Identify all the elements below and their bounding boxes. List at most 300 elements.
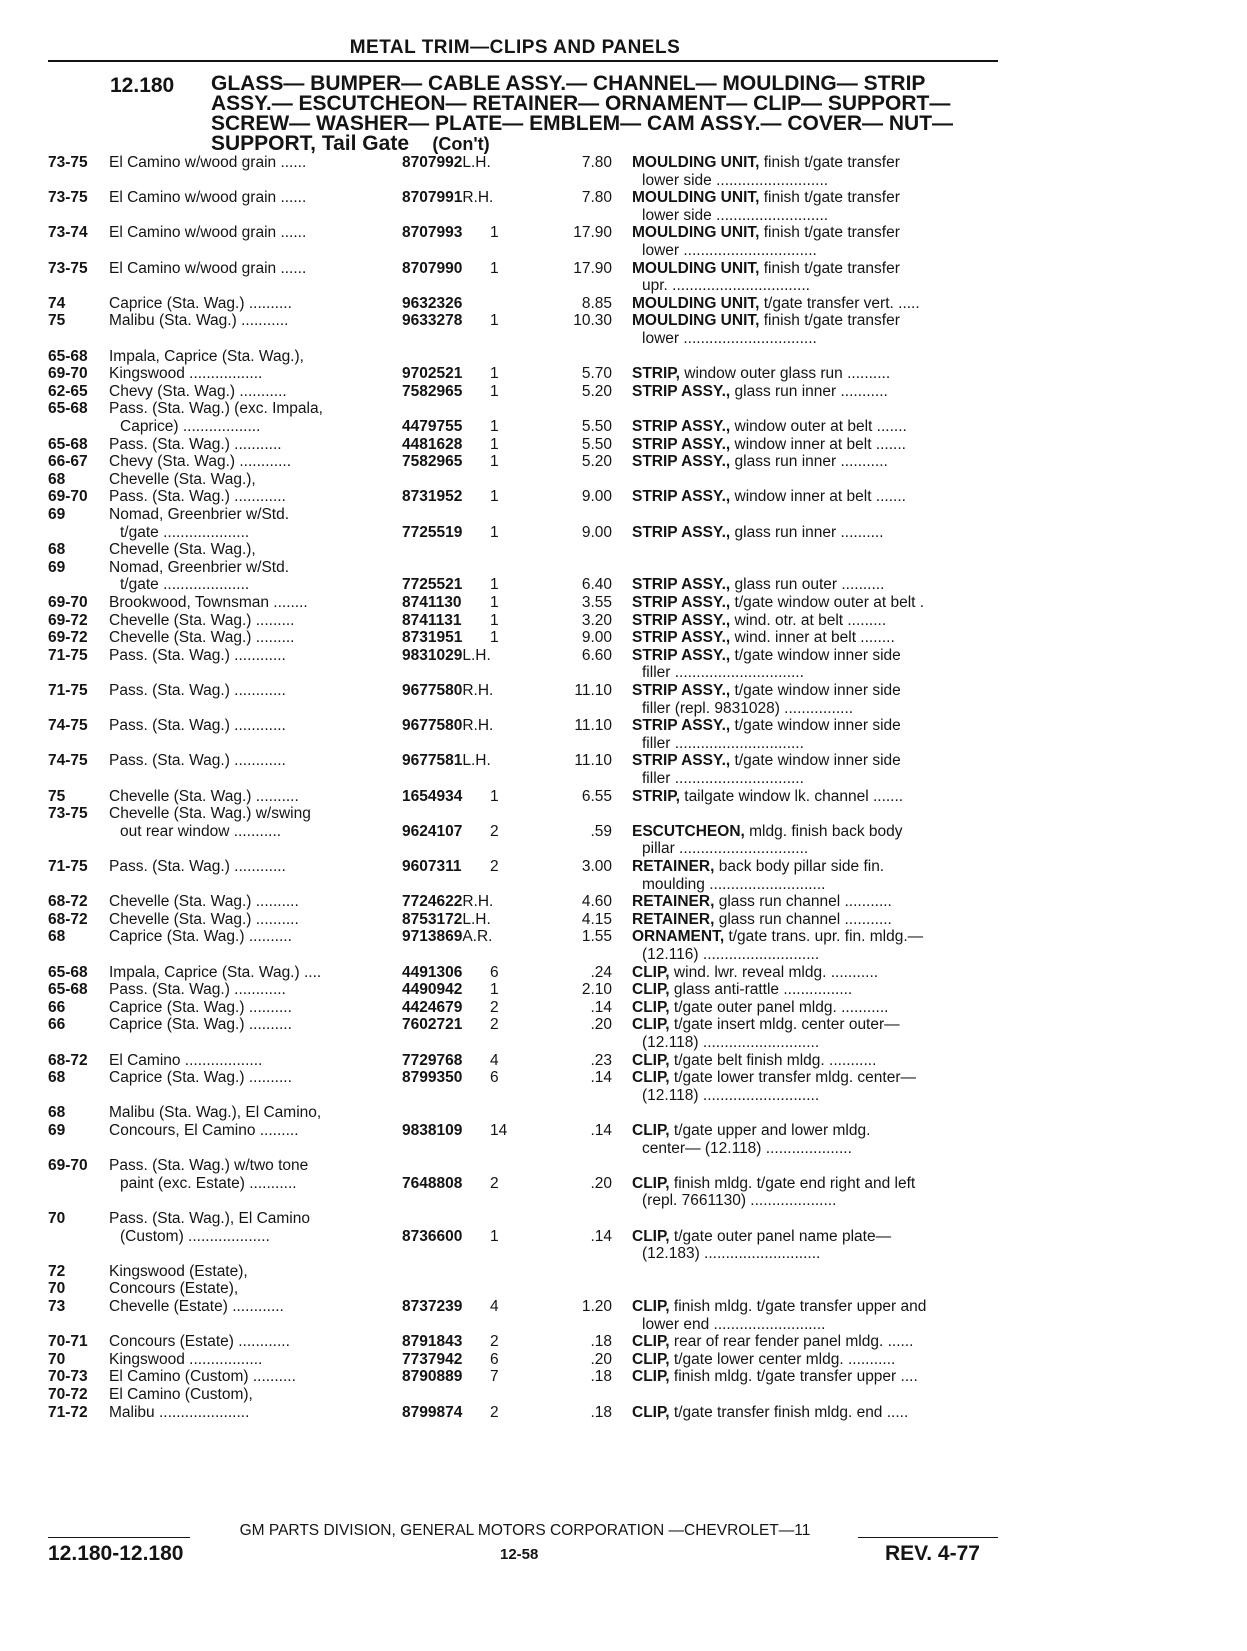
item-name: MOULDING UNIT, [632,259,760,277]
part-side: L.H. [462,752,491,770]
part-number [402,295,462,314]
quantity: 1 [490,453,499,471]
item-name: STRIP ASSY., [632,682,731,699]
item-detail: finish mldg. t/gate transfer upper .... [669,1368,918,1386]
item-description [642,207,1002,226]
part-number-value: 1654934 [402,787,463,805]
part-number-value: 8736600 [402,1227,463,1245]
part-number-value: 9632326 [402,294,463,312]
price: .18 [590,1403,612,1421]
vehicle-description: Pass. (Sta. Wag.) ............ [109,682,286,699]
section-heading-cont: (Con't) [432,134,490,154]
model-years: 68 [48,1104,66,1122]
model-years: 73-74 [48,224,88,242]
price: 11.10 [574,752,612,770]
quantity: 2 [490,1333,499,1351]
item-description [632,295,1002,314]
vehicle-description: Pass. (Sta. Wag.) w/two tone [109,1157,309,1175]
item-description [632,1228,1002,1247]
model-years: 65-68 [48,981,88,999]
item-detail: finish t/gate transfer [759,154,900,171]
item-description [642,277,1002,296]
part-number [402,911,491,930]
part-number [402,453,462,472]
model-years: 68 [48,1069,66,1087]
part-number-value: 8741131 [402,611,462,629]
part-number-value: 8799874 [402,1403,463,1421]
model-years: 68 [48,541,66,559]
vehicle-description: Caprice (Sta. Wag.) .......... [109,294,292,312]
price: 6.40 [581,576,612,594]
model-years: 65-68 [48,435,88,453]
item-name: CLIP, [632,1333,670,1351]
part-number [402,893,493,912]
item-name: STRIP ASSY., [632,646,731,664]
vehicle-description: Impala, Caprice (Sta. Wag.) .... [109,963,322,981]
item-name: CLIP, [632,1403,670,1421]
part-number [402,928,493,947]
item-detail: glass anti-rattle ................ [669,981,853,999]
item-detail: glass run channel ........... [714,910,892,928]
part-number [402,1351,462,1370]
model-years: 66 [48,998,66,1016]
part-number [402,1404,462,1423]
model-years: 69 [48,558,66,576]
part-number [402,682,493,701]
quantity: 1 [490,576,499,594]
vehicle-description: out rear window ........... [120,822,282,840]
section-number: 12.180 [110,74,175,97]
item-name: STRIP ASSY., [632,453,731,471]
section-heading-line: SUPPORT, Tail Gate (Con't) [211,132,490,155]
item-detail: t/gate window outer at belt . [730,594,925,611]
model-years: 75 [48,787,66,805]
part-number-value: 8731951 [402,629,463,647]
part-number-value: 8791843 [402,1333,463,1351]
part-number [402,418,462,437]
part-number [402,576,462,595]
vehicle-description: El Camino (Custom), [109,1386,253,1403]
item-description [632,928,1002,947]
item-detail: glass run inner .......... [730,523,884,541]
vehicle-description: El Camino w/wood grain ...... [109,189,307,207]
item-description [642,700,1002,719]
price: 5.20 [581,453,612,471]
model-years: 69-70 [48,1157,88,1175]
price: 3.55 [581,594,612,611]
model-years: 73-75 [48,189,88,207]
item-name: CLIP, [632,1051,670,1069]
part-number-value: 9607311 [402,858,462,875]
price: 10.30 [573,312,612,330]
part-number [402,1122,462,1141]
item-description [632,154,1002,173]
part-number-value: 9677580 [402,682,463,699]
item-detail: glass run channel ........... [714,893,892,911]
item-description [632,453,1002,472]
quantity: 2 [490,1403,499,1421]
price: 2.10 [581,981,612,999]
model-years: 71-72 [48,1403,88,1421]
price: 9.00 [581,629,612,647]
item-detail: t/gate window inner side [730,682,901,699]
item-description [632,1368,1002,1387]
item-detail: upr. ................................ [642,277,810,295]
quantity: 1 [490,435,499,453]
item-description [632,964,1002,983]
part-number [402,612,462,631]
part-number-value: 8707992 [402,154,463,171]
quantity: 2 [490,1174,499,1192]
item-description [642,330,1002,349]
item-description [642,1087,1002,1106]
vehicle-description: Concours (Estate) ............ [109,1333,290,1351]
part-side: L.H. [462,154,491,171]
part-number [402,788,462,807]
section-heading-line: ASSY.— ESCUTCHEON— RETAINER— ORNAMENT— CLIP— SUPPORT— [211,92,951,115]
item-description [632,858,1002,877]
item-name: CLIP, [632,963,670,981]
model-years: 68 [48,470,66,488]
model-years: 68-72 [48,1051,88,1069]
item-name: STRIP, [632,365,680,383]
item-description [632,383,1002,402]
part-number-value: 4479755 [402,418,463,435]
item-description [632,629,1002,648]
vehicle-description: Kingswood (Estate), [109,1262,248,1280]
item-description [632,1298,1002,1317]
vehicle-description: Caprice (Sta. Wag.) .......... [109,928,292,946]
footer-page-number: 12-58 [500,1546,539,1563]
item-detail: finish mldg. t/gate end right and left [669,1174,916,1192]
model-years: 75 [48,312,66,330]
vehicle-description: Chevelle (Sta. Wag.), [109,541,256,559]
item-description [632,981,1002,1000]
price: 1.20 [581,1298,612,1315]
quantity: 1 [490,488,499,506]
part-number-value: 7725521 [402,576,463,594]
item-detail: finish t/gate transfer [759,259,900,277]
item-detail: t/gate transfer finish mldg. end ..... [669,1403,909,1421]
vehicle-description: El Camino w/wood grain ...... [109,224,307,242]
vehicle-description: Nomad, Greenbrier w/Std. [109,558,290,576]
vehicle-description: Chevelle (Sta. Wag.) .......... [109,787,299,805]
item-detail: glass run inner ........... [730,382,888,400]
vehicle-description: paint (exc. Estate) ........... [120,1174,297,1192]
item-detail: glass run outer .......... [730,576,885,594]
price: 17.90 [573,259,612,277]
model-years: 70-71 [48,1333,88,1351]
part-number-value: 8731952 [402,488,463,506]
item-description [632,1069,1002,1088]
item-description [632,1404,1002,1423]
item-name: ESCUTCHEON, [632,822,745,840]
model-years: 69-70 [48,365,88,383]
item-description [642,242,1002,261]
quantity: 1 [490,259,499,277]
item-detail: t/gate window inner side [730,717,901,735]
model-years: 68 [48,928,66,946]
item-detail: (12.183) ........................... [642,1245,821,1263]
item-description [632,717,1002,736]
model-years: 71-75 [48,646,88,664]
item-detail: finish t/gate transfer [759,189,900,207]
model-years: 66 [48,1016,66,1034]
item-description [632,524,1002,543]
quantity: 1 [490,787,499,805]
part-number [402,1298,462,1317]
part-side: L.H. [462,910,491,928]
part-number [402,647,491,666]
price: 8.85 [581,294,612,312]
vehicle-description: Chevy (Sta. Wag.) ............ [109,453,292,471]
item-description [642,172,1002,191]
quantity: 2 [490,998,499,1016]
item-description [632,1333,1002,1352]
part-number [402,629,462,648]
model-years: 70 [48,1210,66,1227]
price: 6.60 [581,646,612,664]
part-number [402,224,462,243]
vehicle-description: Concours, El Camino ......... [109,1122,299,1139]
item-detail: finish mldg. t/gate transfer upper and [669,1298,927,1315]
price: 9.00 [581,488,612,506]
price: 1.55 [581,928,612,946]
vehicle-description: (Custom) ................... [120,1227,270,1245]
quantity: 1 [490,611,499,629]
quantity: 14 [490,1122,508,1139]
part-number [402,858,462,877]
item-description [632,647,1002,666]
item-description [632,682,1002,701]
part-number-value: 7582965 [402,382,463,400]
item-detail: (repl. 7661130) .................... [642,1192,837,1210]
item-name: CLIP, [632,1227,670,1245]
item-description [642,1192,1002,1211]
part-number-value: 4491306 [402,963,463,981]
model-years: 70-72 [48,1386,88,1403]
item-name: STRIP ASSY., [632,611,731,629]
price: .20 [590,1016,612,1034]
part-side: R.H. [462,682,494,699]
item-name: CLIP, [632,998,670,1016]
vehicle-description: Chevelle (Sta. Wag.) .......... [109,910,299,928]
item-name: STRIP ASSY., [632,488,731,506]
item-description [632,576,1002,595]
footer-rule-right [858,1537,998,1538]
item-detail: t/gate insert mldg. center outer— [669,1016,900,1034]
vehicle-description: Pass. (Sta. Wag.) ............ [109,646,286,664]
item-detail: wind. otr. at belt ......... [730,611,887,629]
quantity: 2 [490,858,499,875]
price: 3.00 [581,858,612,875]
part-number [402,999,462,1018]
item-description [632,1122,1002,1141]
vehicle-description: Chevy (Sta. Wag.) ........... [109,382,287,400]
model-years: 73-75 [48,259,88,277]
part-number [402,594,462,613]
part-number [402,1228,462,1247]
vehicle-description: Caprice (Sta. Wag.) .......... [109,998,292,1016]
model-years: 62-65 [48,382,88,400]
item-detail: filler (repl. 9831028) ................ [642,699,854,717]
price: 17.90 [573,224,612,242]
part-number [402,436,462,455]
item-description [642,1140,1002,1159]
part-number [402,189,493,208]
item-detail: t/gate trans. upr. fin. mldg.— [724,928,924,946]
part-number-value: 9831029 [402,646,463,664]
model-years: 69-72 [48,629,88,647]
price: .59 [590,822,612,840]
part-number [402,365,462,384]
part-number-value: 7729768 [402,1051,463,1069]
item-detail: lower side .......................... [642,171,829,189]
model-years: 74-75 [48,717,88,735]
vehicle-description: t/gate .................... [120,523,250,541]
part-number-value: 7648808 [402,1174,463,1192]
item-detail: (12.118) ........................... [642,1086,820,1104]
model-years: 69-72 [48,611,88,629]
price: 5.70 [581,365,612,383]
vehicle-description: Chevelle (Sta. Wag.) ......... [109,611,295,629]
part-number [402,752,491,771]
item-detail: rear of rear fender panel mldg. ...... [669,1333,914,1351]
part-number [402,717,493,736]
vehicle-description: El Camino w/wood grain ...... [109,259,307,277]
model-years: 72 [48,1262,66,1280]
vehicle-description: Chevelle (Sta. Wag.) w/swing [109,805,311,823]
item-description [642,1316,1002,1335]
part-number-value: 8707991 [402,189,463,207]
model-years: 71-75 [48,858,88,875]
quantity: 1 [490,224,499,242]
item-description [632,418,1002,437]
item-description [642,1034,1002,1053]
part-number-value: 4490942 [402,981,463,999]
vehicle-description: Malibu (Sta. Wag.) ........... [109,312,289,330]
price: .20 [590,1350,612,1368]
item-description [642,735,1002,754]
vehicle-description: Pass. (Sta. Wag.) (exc. Impala, [109,400,323,418]
vehicle-description: Pass. (Sta. Wag.) ............ [109,981,286,999]
part-number-value: 7737942 [402,1350,463,1368]
part-number [402,154,491,173]
item-detail: window inner at belt ....... [730,488,906,506]
model-years: 74 [48,294,66,312]
model-years: 68-72 [48,893,88,911]
part-side: R.H. [462,189,494,207]
vehicle-description: El Camino w/wood grain ...... [109,154,307,171]
price: 4.60 [581,893,612,911]
part-number-value: 8799350 [402,1069,463,1087]
item-detail: window inner at belt ....... [730,435,906,453]
quantity: 1 [490,629,499,647]
item-name: CLIP, [632,1368,670,1386]
vehicle-description: El Camino (Custom) .......... [109,1368,296,1386]
item-name: STRIP ASSY., [632,435,731,453]
section-heading-line: GLASS— BUMPER— CABLE ASSY.— CHANNEL— MOULDING— STRIP [211,72,926,95]
item-detail: finish t/gate transfer [759,312,900,330]
part-side: R.H. [462,893,494,911]
price: .18 [590,1368,612,1386]
part-number-value: 9624107 [402,822,463,840]
part-number [402,312,462,331]
price: 11.10 [574,717,612,735]
item-description [632,436,1002,455]
part-number [402,260,462,279]
quantity: 1 [490,418,499,435]
item-name: ORNAMENT, [632,928,725,946]
item-detail: window outer at belt ....... [730,418,907,435]
item-name: MOULDING UNIT, [632,312,760,330]
item-description [632,911,1002,930]
item-description [632,488,1002,507]
quantity: 1 [490,312,499,330]
item-description [632,1351,1002,1370]
model-years: 74-75 [48,752,88,770]
item-detail: wind. lwr. reveal mldg. ........... [669,963,879,981]
item-detail: t/gate lower center mldg. ........... [669,1350,896,1368]
part-number-value: 9838109 [402,1122,463,1139]
item-name: RETAINER, [632,858,715,875]
item-detail: tailgate window lk. channel ....... [679,787,904,805]
item-description [632,1016,1002,1035]
part-number-value: 7582965 [402,453,463,471]
item-name: MOULDING UNIT, [632,224,760,242]
item-detail: back body pillar side fin. [714,858,885,875]
part-side: R.H. [462,717,494,735]
vehicle-description: t/gate .................... [120,576,250,594]
vehicle-description: Chevelle (Sta. Wag.), [109,470,256,488]
item-detail: glass run inner ........... [730,453,888,471]
item-detail: center— (12.118) .................... [642,1139,852,1157]
model-years: 70 [48,1350,66,1368]
vehicle-description: Pass. (Sta. Wag.), El Camino [109,1210,310,1227]
item-description [632,365,1002,384]
item-detail: (12.116) ........................... [642,946,820,963]
price: .20 [590,1174,612,1192]
item-description [632,823,1002,842]
item-name: CLIP, [632,1122,670,1139]
quantity: 6 [490,1350,499,1368]
item-description [632,1175,1002,1194]
item-name: CLIP, [632,981,670,999]
model-years: 65-68 [48,400,88,418]
part-number [402,488,462,507]
price: 5.50 [581,418,612,435]
item-name: STRIP, [632,787,680,805]
item-name: RETAINER, [632,910,715,928]
item-name: CLIP, [632,1350,670,1368]
price: 4.15 [581,910,612,928]
item-detail: t/gate window inner side [730,752,901,770]
part-number-value: 8741130 [402,594,462,611]
price: .14 [590,998,612,1016]
vehicle-description: Pass. (Sta. Wag.) ............ [109,858,286,875]
price: 7.80 [581,154,612,171]
item-name: STRIP ASSY., [632,523,731,541]
item-detail: lower side .......................... [642,206,829,224]
price: .18 [590,1333,612,1351]
part-number-value: 8707990 [402,259,463,277]
part-side: A.R. [462,928,493,946]
quantity: 2 [490,1016,499,1034]
item-name: STRIP ASSY., [632,382,731,400]
quantity: 4 [490,1051,499,1069]
footer-text: GM PARTS DIVISION, GENERAL MOTORS CORPORATION —CHEVROLET—11 [239,1522,811,1539]
vehicle-description: Chevelle (Sta. Wag.) .......... [109,893,299,911]
